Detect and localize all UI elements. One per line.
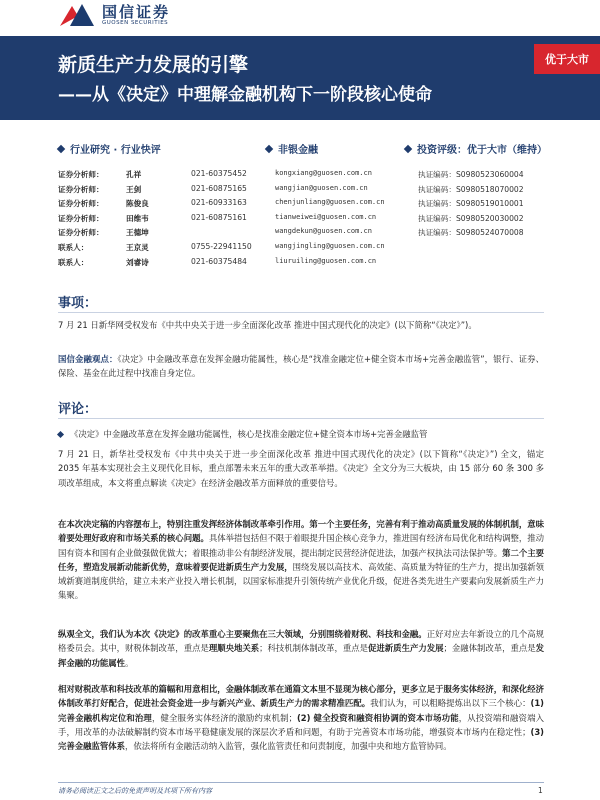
- contact-name: 田维韦: [126, 213, 149, 223]
- contact-row: [58, 227, 558, 242]
- p4-bold-3: (2) 健全投资和融资相协调的资本市场功能: [296, 712, 459, 723]
- comment-bullet: [58, 428, 544, 440]
- contact-name: 陈俊良: [126, 199, 149, 209]
- event-heading: 事项：: [58, 296, 98, 311]
- industry-section: [58, 141, 161, 156]
- contact-name: 王京灵: [126, 242, 149, 252]
- p3-text-2: ；科技机制体制改革，重点是: [259, 643, 369, 654]
- contact-phone: 021-60375452: [191, 169, 247, 178]
- contact-role: 联系人：: [58, 242, 89, 252]
- p3-text-4: 。: [125, 657, 134, 668]
- contact-email[interactable]: tianweiwei@guosen.com.cn: [275, 212, 377, 221]
- contact-row: [58, 213, 558, 228]
- company-logo: [58, 0, 170, 30]
- diamond-bullet-icon: [57, 144, 65, 152]
- contact-phone: 021-60875165: [191, 183, 247, 193]
- p2-text-2: 围绕发展以高技术、高效能、高质量为特征的生产力，提出加强新领域新赛道制度供给，建立未来产业投入增长机制，以国家标准提升引领传统产业优化升级，促进各类先进生产要素向发展新质生产力集聚。: [58, 561, 545, 601]
- logo-chinese: 国信证券: [102, 2, 171, 21]
- sector-label: 非银金融: [278, 145, 318, 156]
- event-view: [58, 352, 544, 381]
- contact-phone: 021-60375484: [191, 256, 247, 266]
- p3-text-1: 正好对应去年新设立的几个高规格委员会。其中，财税体制改革，重点是: [58, 629, 545, 654]
- contact-role: 证券分析师：: [58, 184, 104, 194]
- p2-bold-2: 第二个主要任务，塑造发展新动能新优势，意味着要促进新质生产力发展，: [58, 547, 545, 572]
- rating-section: [405, 141, 547, 156]
- contact-phone: 0755-22941150: [191, 241, 252, 251]
- contact-name: 刘睿诗: [126, 257, 149, 267]
- p4-text-1: 我们认为，可以粗略提炼出以下三个核心：: [370, 698, 531, 709]
- industry-label: 行业研究 · 行业快评: [70, 145, 161, 156]
- contact-row: [58, 169, 558, 184]
- contact-row: [58, 242, 558, 257]
- contact-email[interactable]: liuruiling@guosen.com.cn: [275, 256, 377, 265]
- comment-heading: 评论：: [58, 402, 98, 417]
- contact-email[interactable]: wangjian@guosen.com.cn: [275, 183, 368, 192]
- comment-bullet-text: 《决定》中金融改革意在发挥金融功能属性，核心是找准金融定位+健全资本市场+完善金融监管: [70, 429, 428, 439]
- contact-email[interactable]: chenjunliang@guosen.com.cn: [275, 198, 385, 207]
- contact-name: 王剑: [126, 184, 142, 194]
- contact-name: 王德坤: [126, 228, 149, 238]
- p4-text-3: ，从投资端和融资端入手，用改革的办法破解制约资本市场平稳健康发展的深层次矛盾和问题，有助于完善资本市场功能，增强资本市场内在稳定性；: [58, 712, 544, 737]
- contact-cert: 执证编码：S0980523060004: [418, 170, 524, 179]
- sector-section: [266, 141, 318, 156]
- contact-email[interactable]: wangdekun@guosen.com.cn: [275, 227, 372, 236]
- contact-cert: 执证编码：S0980524070008: [418, 228, 524, 238]
- p4-bold-2: (1) 完善金融机构定位和治理: [58, 698, 545, 723]
- p3-text-3: ；金融体制改革，重点是: [443, 643, 536, 654]
- p4-text-2: ，健全服务实体经济的激励约束机制；: [151, 712, 297, 723]
- p4-text-4: ，依法将所有金融活动纳入监管，强化监管责任和问责制度，加强中央和地方监管协同。: [125, 741, 452, 752]
- report-subtitle: ——从《决定》中理解金融机构下一阶段核心使命: [58, 85, 432, 105]
- contact-cert: 执证编码：S0980520030002: [418, 213, 524, 223]
- comment-paragraph-2: [58, 517, 544, 603]
- p3-bold-3: 促进新质生产力发展: [368, 643, 444, 654]
- contact-role: 证券分析师：: [58, 170, 104, 179]
- comment-paragraph-3: [58, 627, 544, 670]
- p2-text-1: 具体举措包括但不限于着眼提升国企核心竞争力，推进国有经济布局优化和结构调整，推动国有资本和国有企业做强做优做大；着眼推动非公有制经济发展，提出制定民营经济促进法，加强产权执法司法保护等。: [58, 533, 544, 558]
- contact-role: 联系人：: [58, 257, 89, 267]
- rating-label: 投资评级：优于大市（维持）: [417, 145, 547, 156]
- contact-phone: 021-60933163: [191, 198, 247, 208]
- p4-bold-1: 相对财税改革和科技改革的篇幅和用意相比，金融体制改革在通篇文本里不显现为核心部分，更多立足于服务实体经济，和深化经济体制改革打好配合，促进社会资金进一步与新兴产业、新质生产力的需求精准匹配。: [58, 684, 544, 709]
- report-title: 新质生产力发展的引擎: [58, 54, 249, 76]
- rating-tag: 优于大市: [534, 44, 600, 74]
- event-text: 7 月 21 日新华网受权发布《中共中央关于进一步全面深化改革 推进中国式现代化的决定》(以下简称“《决定》”)。: [58, 320, 477, 330]
- contact-role: 证券分析师：: [58, 228, 104, 238]
- p3-bold-4: 发挥金融的功能属性: [58, 643, 545, 668]
- p3-bold-1: 纵观全文，我们认为本次《决定》的改革重心主要聚焦在三大领域，分别围绕着财税、科技和金融。: [58, 629, 427, 639]
- contact-email[interactable]: kongxiang@guosen.com.cn: [275, 169, 372, 177]
- contact-name: 孔祥: [126, 170, 142, 179]
- comment-paragraph-1: 7 月 21 日，新华社受权发布《中共中央关于进一步全面深化改革 推进中国式现代化的决定》(以下简称“《决定》”) 全文，锚定 2035 年基本实现社会主义现代化目标，重点部署未来五年的重大改革举措。《决定》全文分为三大板块，由 15 部分 60 条 300 多项改革组成，本文将重点解读《决定》在经济金融改革方面释放的重要信号。: [58, 449, 544, 488]
- footer-disclaimer: 请务必阅读正文之后的免责声明及其项下所有内容: [58, 787, 212, 795]
- footer-divider: [58, 782, 544, 783]
- p2-bold-1: 在本次决定稿的内容摆布上，特别注重发挥经济体制改革牵引作用。第一个主要任务，完善有利于推动高质量发展的体制机制，意味着要处理好政府和市场关系的核心问题。: [58, 519, 544, 544]
- contact-row: [58, 198, 558, 213]
- contact-role: 证券分析师：: [58, 213, 104, 223]
- view-lead: 国信金融观点：: [58, 354, 118, 364]
- page-number: 1: [538, 786, 543, 795]
- p4-bold-4: (3) 完善金融监管体系: [58, 726, 544, 752]
- contact-row: [58, 257, 558, 272]
- title-banner: [0, 36, 600, 120]
- p3-bold-2: 理顺央地关系: [208, 643, 260, 654]
- diamond-bullet-icon: [57, 430, 64, 437]
- diamond-bullet-icon: [265, 144, 273, 152]
- contact-email[interactable]: wangjingling@guosen.com.cn: [275, 241, 385, 250]
- contact-role: 证券分析师：: [58, 199, 104, 209]
- view-text: 《决定》中金融改革意在发挥金融功能属性，核心是“找准金融定位+健全资本市场+完善金融监管”，银行、证券、保险、基金在此过程中找准自身定位。: [58, 354, 544, 379]
- comment-paragraph-4: [58, 682, 544, 753]
- diamond-bullet-icon: [404, 144, 412, 152]
- logo-mark-icon: [58, 2, 96, 28]
- logo-english: GUOSEN SECURITIES: [102, 19, 169, 26]
- contact-row: [58, 184, 558, 199]
- contact-cert: 执证编码：S0980518070002: [418, 184, 524, 194]
- contact-phone: 021-60875161: [191, 212, 247, 222]
- analyst-contacts: [58, 169, 558, 271]
- contact-cert: 执证编码：S0980519010001: [418, 199, 524, 209]
- event-divider: [58, 312, 544, 313]
- comment-divider: [58, 418, 544, 419]
